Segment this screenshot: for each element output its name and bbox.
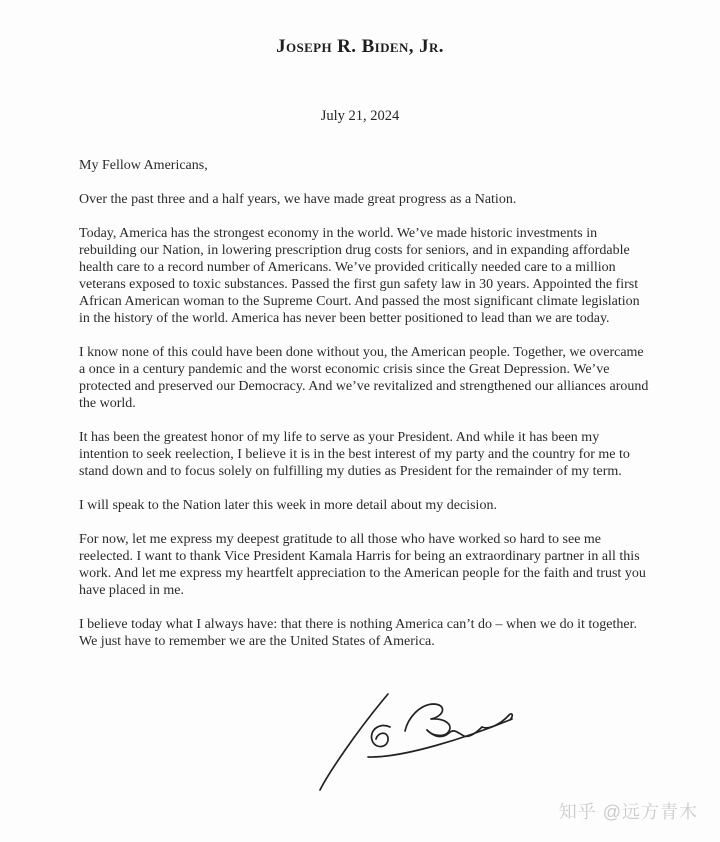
paragraph-stand-down: It has been the greatest honor of my life to serve as your President. And while it has been my intention to seek reelection, I believe it is in the best interest of my party and the country for me to stand down and to focus solely on fulfilling my duties as President for the remainder of my term. [79,430,630,479]
letterhead-name: Joseph R. Biden, Jr. [276,36,444,57]
salutation: My Fellow Americans, [79,158,208,173]
paragraph-gratitude: For now, let me express my deepest gratitude to all those who have worked so hard to see me reelected. I want to thank Vice President Kamala Harris for being an extraordinary partner in all this work. And let me express my heartfelt appreciation to the American people for the faith and trust you have placed in me. [79,532,646,598]
paragraph-progress: Over the past three and a half years, we have made great progress as a Nation. [79,192,517,207]
paragraph-economy: Today, America has the strongest economy in the world. We’ve made historic investments in rebuilding our Nation, in lowering prescription drug costs for seniors, and in expanding affordable health care to a record number of Americans. We’ve provided critically needed care to a million veterans exposed to toxic substances. Passed the first gun safety law in 30 years. Appointed the first African American woman to the Supreme Court. And passed the most significant climate legislation in the history of the world. America has never been better positioned to lead than we are today. [79,226,640,326]
letter-date: July 21, 2024 [320,108,400,124]
signature-underline [368,719,512,757]
biden-signature [298,682,558,802]
letter-body [0,157,720,650]
paragraph-american-people: I know none of this could have been done without you, the American people. Together, we overcame a once in a century pandemic and the worst economic crisis since the Great Depression. We’ve protected and preserved our Democracy. And we’ve revitalized and strengthened our alliances around the world. [79,345,649,411]
signature-slash-stroke [320,694,388,790]
paragraph-closing: I believe today what I always have: that there is nothing America can’t do – when we do it together. We just have to remember we are the United States of America. [79,617,638,649]
signature-r-stroke [371,725,390,746]
paragraph-speak-to-nation: I will speak to the Nation later this week in more detail about my decision. [79,498,497,513]
signature-iden-stroke [427,727,482,737]
watermark-zhihu: 知乎 @远方青木 [558,802,698,822]
